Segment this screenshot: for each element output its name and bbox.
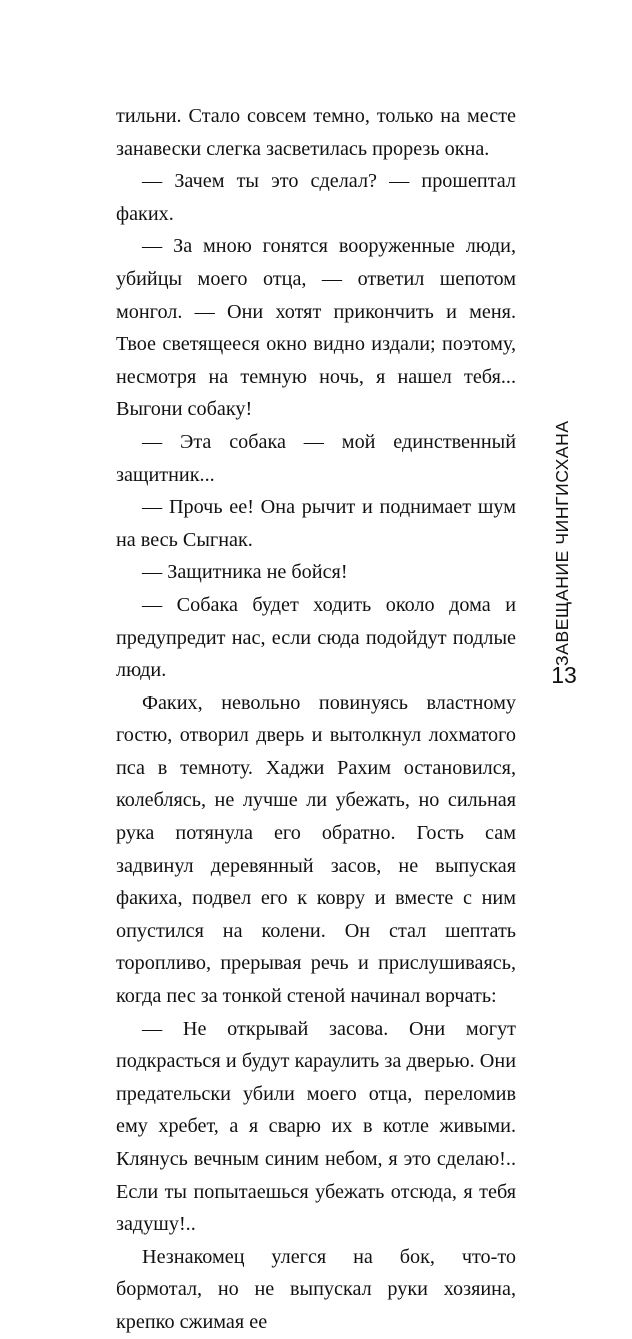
paragraph-10: Незнакомец улегся на бок, что-то бормотал, но не выпускал руки хозяина, крепко сжимая ее	[116, 1245, 516, 1333]
running-head: ЗАВЕЩАНИЕ ЧИНГИСХАНА	[552, 420, 572, 666]
paragraph-8: Факих, невольно повинуясь властному гостю, отворил дверь и вытолкнул лохматого пса в темноту. Хаджи Рахим остановился, колеблясь, не лучше ли убежать, но сильная рука потянула его обратно. Гость сам задвинул деревянный засов, не выпуская факиха, подвел его к ковру и вместе с ним опустился на колени. Он стал шептать торопливо, прерывая речь и прислушиваясь, когда пес за тонкой стеной начинал ворчать:	[116, 691, 516, 1008]
body-text	[116, 100, 516, 1339]
paragraph-5: — Прочь ее! Она рычит и поднимает шум на весь Сыгнак.	[116, 496, 516, 551]
paragraph-9: — Не открывай засова. Они могут подкрасться и будут караулить за дверью. Они предательски убили моего отца, переломив ему хребет, а я сварю их в котле живыми. Клянусь вечным синим небом, я это сделаю!.. Если ты попытаешься убежать отсюда, я тебя задушу!..	[116, 1017, 516, 1236]
paragraph-4: — Эта собака — мой единственный защитник...	[116, 430, 516, 486]
paragraph-6: — Защитника не бойся!	[142, 561, 348, 584]
paragraph-7: — Собака будет ходить около дома и предупредит нас, если сюда подойдут подлые люди.	[116, 593, 516, 682]
paragraph-2: — Зачем ты это сделал? — прошептал факих.	[116, 170, 516, 225]
paragraph-3: — За мною гонятся вооруженные люди, убийцы моего отца, — ответил шепотом монгол. — Они хотят прикончить и меня. Твое светящееся окно видно издали; поэтому, несмотря на темную ночь, я нашел тебя... Выгони собаку!	[116, 235, 516, 421]
page-number: 13	[551, 662, 577, 688]
paragraph-1: тильни. Стало совсем темно, только на месте занавески слегка засветилась прорезь окна.	[116, 105, 516, 160]
